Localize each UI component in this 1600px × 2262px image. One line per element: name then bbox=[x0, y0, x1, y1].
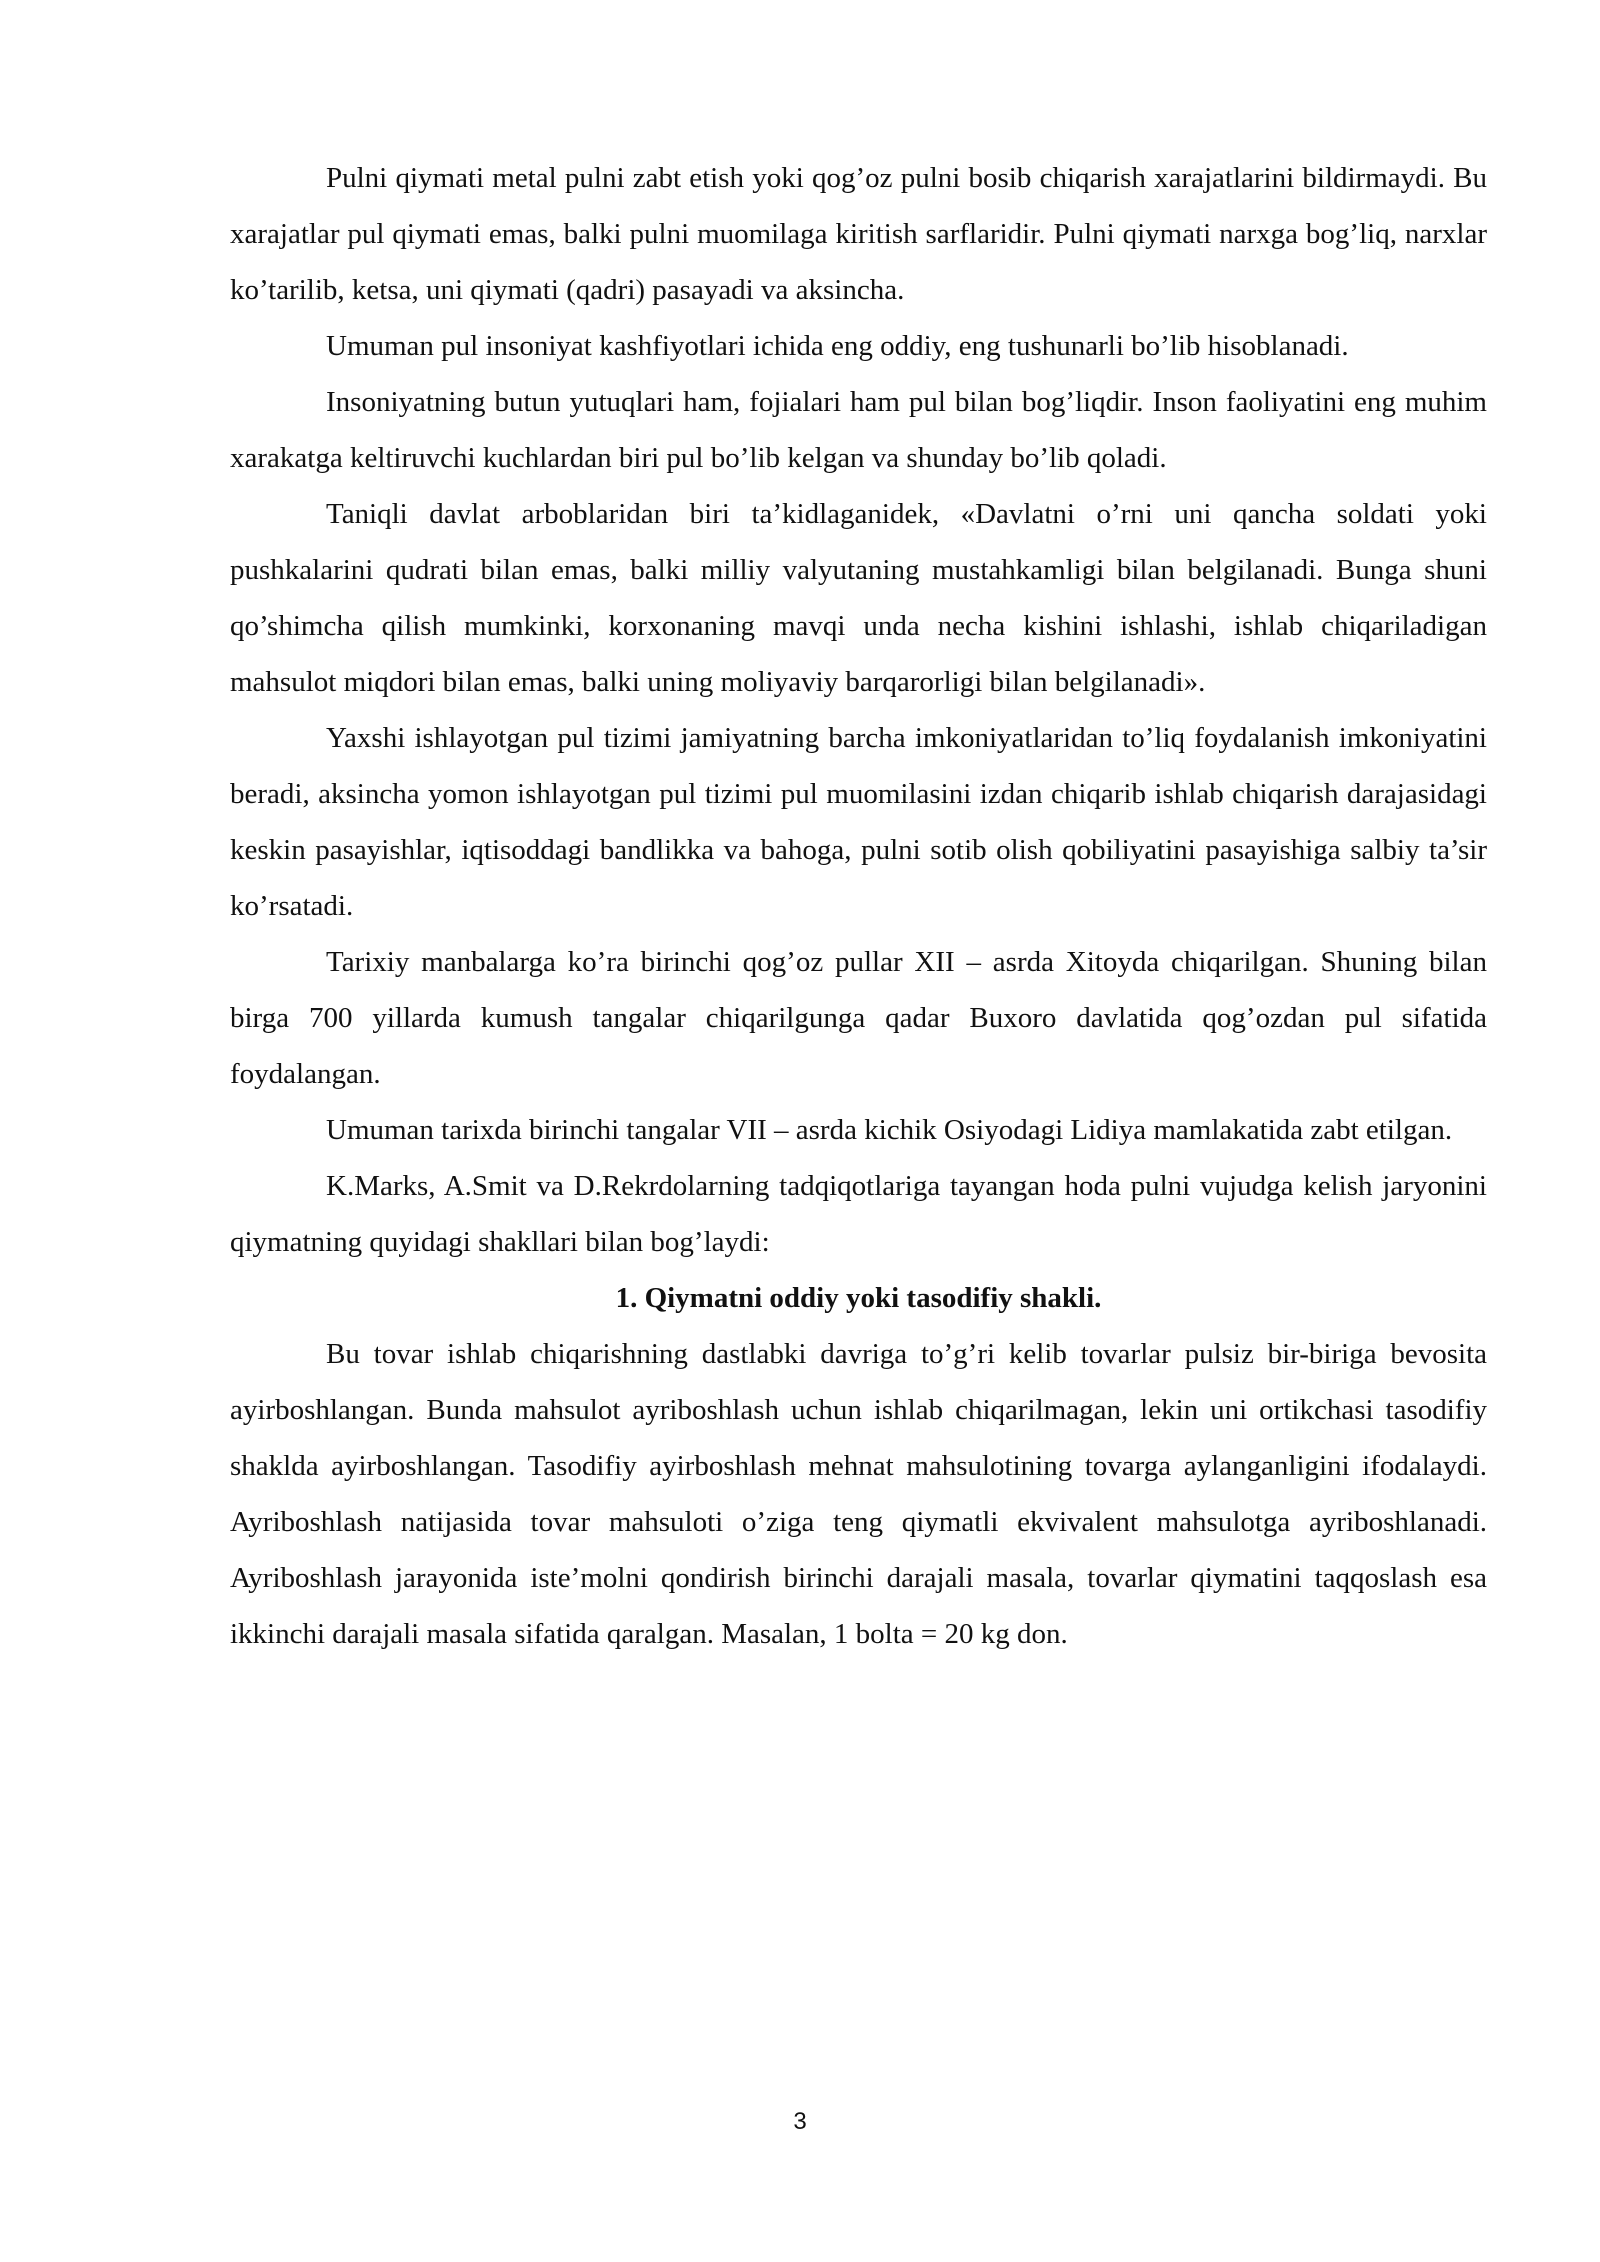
paragraph: Tarixiy manbalarga ko’ra birinchi qog’oz pullar XII – asrda Xitoyda chiqarilgan. Shuning bilan birga 700 yillarda kumush tangalar chiqarilgunga qadar Buxoro davlatida qog’ozdan pul sifatida foydalangan. bbox=[230, 946, 1487, 1090]
paragraph: Pulni qiymati metal pulni zabt etish yoki qog’oz pulni bosib chiqarish xarajatlarini bildirmaydi. Bu xarajatlar pul qiymati emas, balki pulni muomilaga kiritish sarflaridir. Pulni qiymati narxga bog’liq, narxlar ko’tarilib, ketsa, uni qiymati (qadri) pasayadi va aksincha. bbox=[230, 162, 1487, 306]
paragraph: Bu tovar ishlab chiqarishning dastlabki davriga to’g’ri kelib tovarlar pulsiz bir-biriga bevosita ayirboshlangan. Bunda mahsulot ayriboshlash uchun ishlab chiqarilmagan, lekin uni ortikchasi tasodifiy shaklda ayirboshlangan. Tasodifiy ayirboshlash mehnat mahsulotining tovarga aylanganligini ifodalaydi. Ayriboshlash natijasida tovar mahsuloti o’ziga teng qiymatli ekvivalent mahsulotga ayriboshlanadi. Ayriboshlash jarayonida iste’molni qondirish birinchi darajali masala, tovarlar qiymatini taqqoslash esa ikkinchi darajali masala sifatida qaralgan. Masalan, 1 bolta = 20 kg don. bbox=[230, 1338, 1487, 1650]
paragraph: Yaxshi ishlayotgan pul tizimi jamiyatning barcha imkoniyatlaridan to’liq foydalanish imkoniyatini beradi, aksincha yomon ishlayotgan pul tizimi pul muomilasini izdan chiqarib ishlab chiqarish darajasidagi keskin pasayishlar, iqtisoddagi bandlikka va bahoga, pulni sotib olish qobiliyatini pasayishiga salbiy ta’sir ko’rsatadi. bbox=[230, 722, 1487, 922]
paragraph: Umuman tarixda birinchi tangalar VII – asrda kichik Osiyodagi Lidiya mamlakatida zabt etilgan. bbox=[326, 1114, 1453, 1146]
page-number: 3 bbox=[793, 2108, 807, 2135]
section-heading: 1. Qiymatni oddiy yoki tasodifiy shakli. bbox=[615, 1282, 1102, 1314]
paragraph: Umuman pul insoniyat kashfiyotlari ichida eng oddiy, eng tushunarli bo’lib hisoblanadi. bbox=[326, 330, 1349, 362]
paragraph: Insoniyatning butun yutuqlari ham, fojialari ham pul bilan bog’liqdir. Inson faoliyatini eng muhim xarakatga keltiruvchi kuchlardan biri pul bo’lib kelgan va shunday bo’lib qoladi. bbox=[230, 386, 1487, 474]
paragraph: K.Marks, A.Smit va D.Rekrdolarning tadqiqotlariga tayangan hoda pulni vujudga kelish jaryonini qiymatning quyidagi shakllari bilan bog’laydi: bbox=[230, 1170, 1487, 1258]
paragraph: Taniqli davlat arboblaridan biri ta’kidlaganidek, «Davlatni o’rni uni qancha soldati yoki pushkalarini qudrati bilan emas, balki milliy valyutaning mustahkamligi bilan belgilanadi. Bunga shuni qo’shimcha qilish mumkinki, korxonaning mavqi unda necha kishini ishlashi, ishlab chiqariladigan mahsulot miqdori bilan emas, balki uning moliyaviy barqarorligi bilan belgilanadi». bbox=[230, 498, 1487, 698]
body-text bbox=[230, 150, 1487, 1662]
